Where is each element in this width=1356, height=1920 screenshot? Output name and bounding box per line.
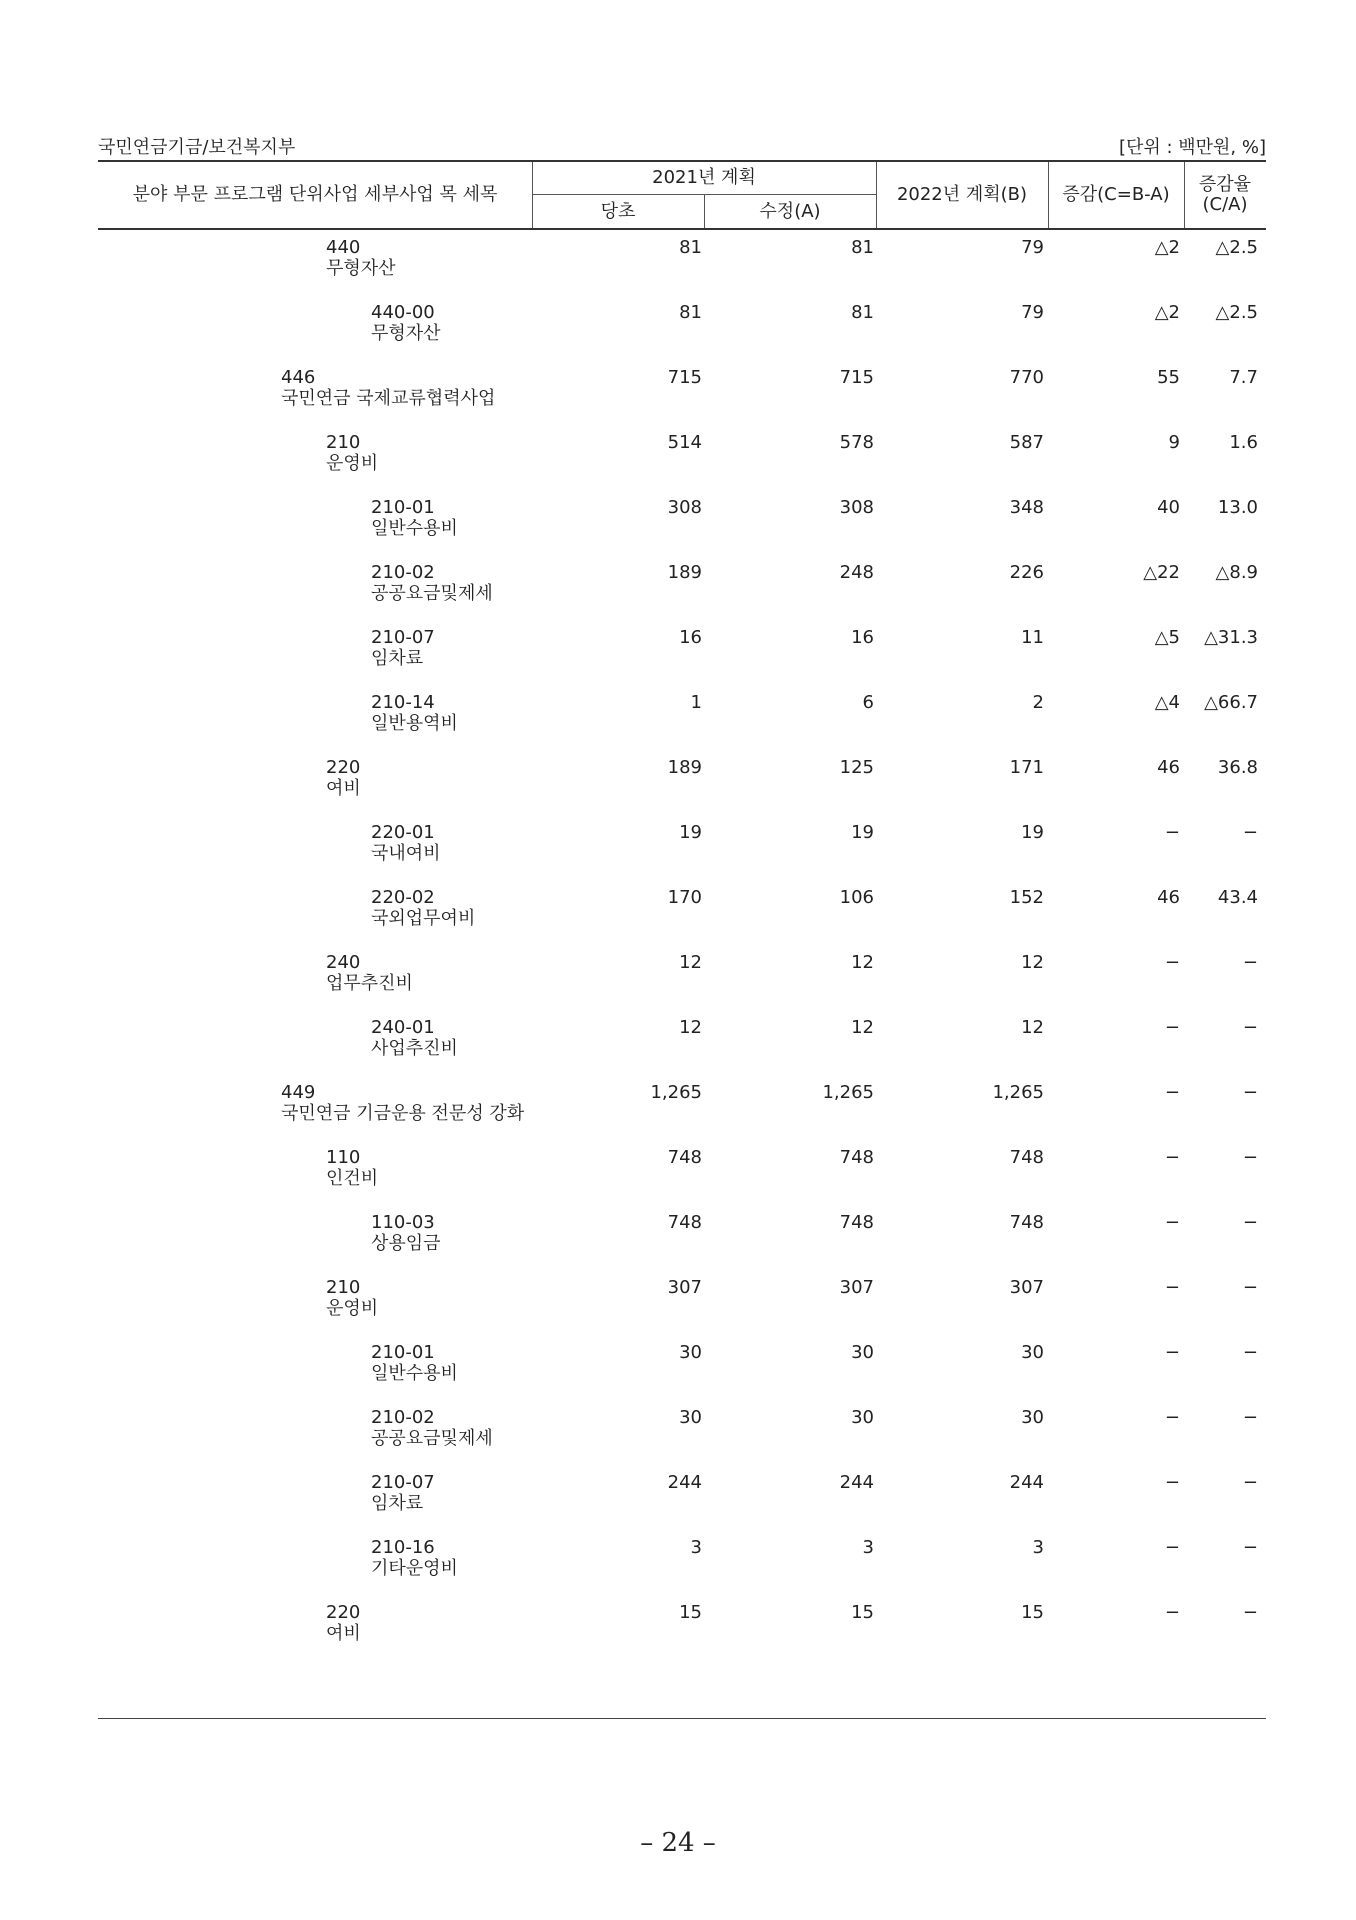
row-name: 임차료 [371, 1493, 424, 1514]
cell-rate: − [1242, 1017, 1258, 1038]
cell-change: 55 [1157, 367, 1180, 388]
cell-revised: 244 [839, 1472, 874, 1493]
cell-original: 1 [690, 692, 702, 713]
row-code: 446 [281, 367, 316, 388]
row-name: 운영비 [326, 453, 379, 474]
row-name: 일반용역비 [371, 713, 458, 734]
cell-plan-2022: 348 [1009, 497, 1044, 518]
bottom-divider [98, 1718, 1266, 1719]
cell-plan-2022: 30 [1021, 1407, 1044, 1428]
table-row [98, 1203, 1266, 1263]
cell-rate: △8.9 [1215, 562, 1258, 583]
cell-rate: − [1242, 1537, 1258, 1558]
cell-revised: 748 [839, 1147, 874, 1168]
cell-plan-2022: 79 [1021, 302, 1044, 323]
cell-change: △2 [1154, 302, 1180, 323]
organization-label: 국민연금기금/보건복지부 [98, 137, 296, 158]
cell-original: 81 [679, 302, 702, 323]
cell-revised: 6 [862, 692, 874, 713]
row-name: 공공요금및제세 [371, 583, 493, 604]
table-row [98, 943, 1266, 1003]
cell-revised: 578 [839, 432, 874, 453]
table-row [98, 1138, 1266, 1198]
cell-change: 46 [1157, 887, 1180, 908]
row-code: 220-02 [371, 887, 435, 908]
cell-original: 1,265 [650, 1082, 702, 1103]
table-row [98, 878, 1266, 938]
cell-plan-2022: 2 [1032, 692, 1044, 713]
document-header [98, 133, 1266, 158]
cell-plan-2022: 79 [1021, 237, 1044, 258]
row-name: 사업추진비 [371, 1038, 458, 1059]
table-header [98, 160, 1266, 230]
cell-original: 16 [679, 627, 702, 648]
cell-revised: 12 [851, 1017, 874, 1038]
row-name: 무형자산 [326, 258, 396, 279]
cell-original: 19 [679, 822, 702, 843]
cell-change: − [1164, 822, 1180, 843]
cell-revised: 308 [839, 497, 874, 518]
cell-change: − [1164, 1537, 1180, 1558]
cell-rate: △2.5 [1215, 237, 1258, 258]
cell-rate: △66.7 [1204, 692, 1258, 713]
cell-original: 81 [679, 237, 702, 258]
cell-plan-2022: 587 [1009, 432, 1044, 453]
cell-plan-2022: 226 [1009, 562, 1044, 583]
cell-original: 170 [667, 887, 702, 908]
cell-original: 308 [667, 497, 702, 518]
header-change: 증감(C=B-A) [1062, 184, 1170, 206]
cell-plan-2022: 307 [1009, 1277, 1044, 1298]
row-code: 210-01 [371, 1342, 435, 1363]
cell-original: 12 [679, 952, 702, 973]
cell-rate: − [1242, 952, 1258, 973]
cell-rate: 7.7 [1229, 367, 1258, 388]
table-body [98, 228, 1266, 1718]
row-name: 기타운영비 [371, 1558, 458, 1579]
header-plan-2021: 2021년 계획 [652, 167, 756, 189]
header-plan-2022: 2022년 계획(B) [896, 184, 1028, 206]
row-code: 110 [326, 1147, 361, 1168]
row-name: 공공요금및제세 [371, 1428, 493, 1449]
cell-revised: 106 [839, 887, 874, 908]
cell-plan-2022: 3 [1032, 1537, 1044, 1558]
cell-change: − [1164, 1472, 1180, 1493]
cell-revised: 19 [851, 822, 874, 843]
row-code: 220-01 [371, 822, 435, 843]
cell-change: △5 [1154, 627, 1180, 648]
cell-change: △2 [1154, 237, 1180, 258]
cell-original: 12 [679, 1017, 702, 1038]
row-code: 210 [326, 1277, 361, 1298]
cell-revised: 715 [839, 367, 874, 388]
row-name: 국외업무여비 [371, 908, 476, 929]
cell-plan-2022: 152 [1009, 887, 1044, 908]
row-code: 210-16 [371, 1537, 435, 1558]
cell-revised: 16 [851, 627, 874, 648]
cell-rate: 43.4 [1217, 887, 1258, 908]
cell-revised: 307 [839, 1277, 874, 1298]
cell-revised: 81 [851, 302, 874, 323]
table-row [98, 1593, 1266, 1653]
row-code: 240 [326, 952, 361, 973]
cell-revised: 1,265 [822, 1082, 874, 1103]
cell-plan-2022: 1,265 [992, 1082, 1044, 1103]
cell-plan-2022: 30 [1021, 1342, 1044, 1363]
table-row [98, 683, 1266, 743]
cell-revised: 3 [862, 1537, 874, 1558]
cell-change: − [1164, 952, 1180, 973]
cell-change: △22 [1143, 562, 1180, 583]
row-name: 일반수용비 [371, 518, 458, 539]
cell-original: 748 [667, 1212, 702, 1233]
row-name: 인건비 [326, 1168, 379, 1189]
cell-plan-2022: 12 [1021, 1017, 1044, 1038]
cell-rate: − [1242, 1212, 1258, 1233]
table-row [98, 1008, 1266, 1068]
cell-original: 15 [679, 1602, 702, 1623]
cell-rate: − [1242, 1407, 1258, 1428]
table-row [98, 488, 1266, 548]
cell-rate: 36.8 [1217, 757, 1258, 778]
table-row [98, 1268, 1266, 1328]
cell-plan-2022: 748 [1009, 1212, 1044, 1233]
table-row [98, 228, 1266, 288]
cell-plan-2022: 19 [1021, 822, 1044, 843]
cell-original: 715 [667, 367, 702, 388]
cell-plan-2022: 244 [1009, 1472, 1044, 1493]
cell-change: − [1164, 1602, 1180, 1623]
row-name: 운영비 [326, 1298, 379, 1319]
row-code: 449 [281, 1082, 316, 1103]
cell-plan-2022: 770 [1009, 367, 1044, 388]
table-row [98, 1333, 1266, 1393]
cell-revised: 30 [851, 1342, 874, 1363]
cell-original: 30 [679, 1342, 702, 1363]
row-code: 210-07 [371, 1472, 435, 1493]
cell-change: △4 [1154, 692, 1180, 713]
cell-revised: 15 [851, 1602, 874, 1623]
cell-rate: 1.6 [1229, 432, 1258, 453]
cell-change: − [1164, 1212, 1180, 1233]
cell-original: 748 [667, 1147, 702, 1168]
cell-change: 46 [1157, 757, 1180, 778]
cell-original: 307 [667, 1277, 702, 1298]
cell-change: − [1164, 1407, 1180, 1428]
row-code: 210-07 [371, 627, 435, 648]
row-name: 국민연금 국제교류협력사업 [281, 388, 496, 409]
row-code: 220 [326, 757, 361, 778]
cell-rate: − [1242, 1082, 1258, 1103]
table-row [98, 748, 1266, 808]
table-row [98, 618, 1266, 678]
cell-original: 514 [667, 432, 702, 453]
table-row [98, 1073, 1266, 1133]
cell-revised: 125 [839, 757, 874, 778]
table-row [98, 358, 1266, 418]
row-code: 110-03 [371, 1212, 435, 1233]
table-row [98, 1398, 1266, 1458]
row-name: 일반수용비 [371, 1363, 458, 1384]
cell-change: − [1164, 1147, 1180, 1168]
row-code: 240-01 [371, 1017, 435, 1038]
cell-original: 3 [690, 1537, 702, 1558]
cell-change: − [1164, 1342, 1180, 1363]
row-code: 220 [326, 1602, 361, 1623]
cell-original: 189 [667, 562, 702, 583]
cell-revised: 248 [839, 562, 874, 583]
cell-change: 40 [1157, 497, 1180, 518]
table-row [98, 293, 1266, 353]
cell-change: 9 [1168, 432, 1180, 453]
row-code: 210 [326, 432, 361, 453]
cell-rate: − [1242, 1602, 1258, 1623]
cell-original: 189 [667, 757, 702, 778]
cell-change: − [1164, 1082, 1180, 1103]
cell-change: − [1164, 1277, 1180, 1298]
row-name: 여비 [326, 1623, 361, 1644]
row-code: 440-00 [371, 302, 435, 323]
cell-rate: △31.3 [1204, 627, 1258, 648]
row-code: 210-02 [371, 562, 435, 583]
cell-rate: − [1242, 1147, 1258, 1168]
cell-original: 244 [667, 1472, 702, 1493]
cell-revised: 748 [839, 1212, 874, 1233]
cell-original: 30 [679, 1407, 702, 1428]
cell-rate: △2.5 [1215, 302, 1258, 323]
cell-revised: 81 [851, 237, 874, 258]
cell-plan-2022: 171 [1009, 757, 1044, 778]
page-number: – 24 – [640, 1828, 716, 1858]
row-name: 무형자산 [371, 323, 441, 344]
header-category: 분야 부문 프로그램 단위사업 세부사업 목 세목 [132, 184, 498, 206]
cell-rate: − [1242, 822, 1258, 843]
row-code: 210-02 [371, 1407, 435, 1428]
row-name: 업무추진비 [326, 973, 413, 994]
cell-rate: − [1242, 1277, 1258, 1298]
row-name: 임차료 [371, 648, 424, 669]
row-name: 국내여비 [371, 843, 441, 864]
unit-label: [단위 : 백만원, %] [1118, 137, 1266, 158]
row-code: 210-14 [371, 692, 435, 713]
cell-plan-2022: 11 [1021, 627, 1044, 648]
cell-rate: − [1242, 1472, 1258, 1493]
row-name: 상용임금 [371, 1233, 441, 1254]
table-row [98, 1528, 1266, 1588]
cell-revised: 12 [851, 952, 874, 973]
row-name: 국민연금 기금운용 전문성 강화 [281, 1103, 525, 1124]
cell-rate: 13.0 [1217, 497, 1258, 518]
table-row [98, 813, 1266, 873]
cell-change: − [1164, 1017, 1180, 1038]
row-code: 210-01 [371, 497, 435, 518]
header-rate: 증감율 (C/A) [1198, 174, 1252, 215]
header-original: 당초 [600, 200, 636, 222]
cell-plan-2022: 15 [1021, 1602, 1044, 1623]
cell-plan-2022: 12 [1021, 952, 1044, 973]
row-code: 440 [326, 237, 361, 258]
table-row [98, 423, 1266, 483]
table-row [98, 1463, 1266, 1523]
cell-plan-2022: 748 [1009, 1147, 1044, 1168]
header-revised: 수정(A) [759, 200, 821, 222]
row-name: 여비 [326, 778, 361, 799]
table-row [98, 553, 1266, 613]
cell-rate: − [1242, 1342, 1258, 1363]
cell-revised: 30 [851, 1407, 874, 1428]
